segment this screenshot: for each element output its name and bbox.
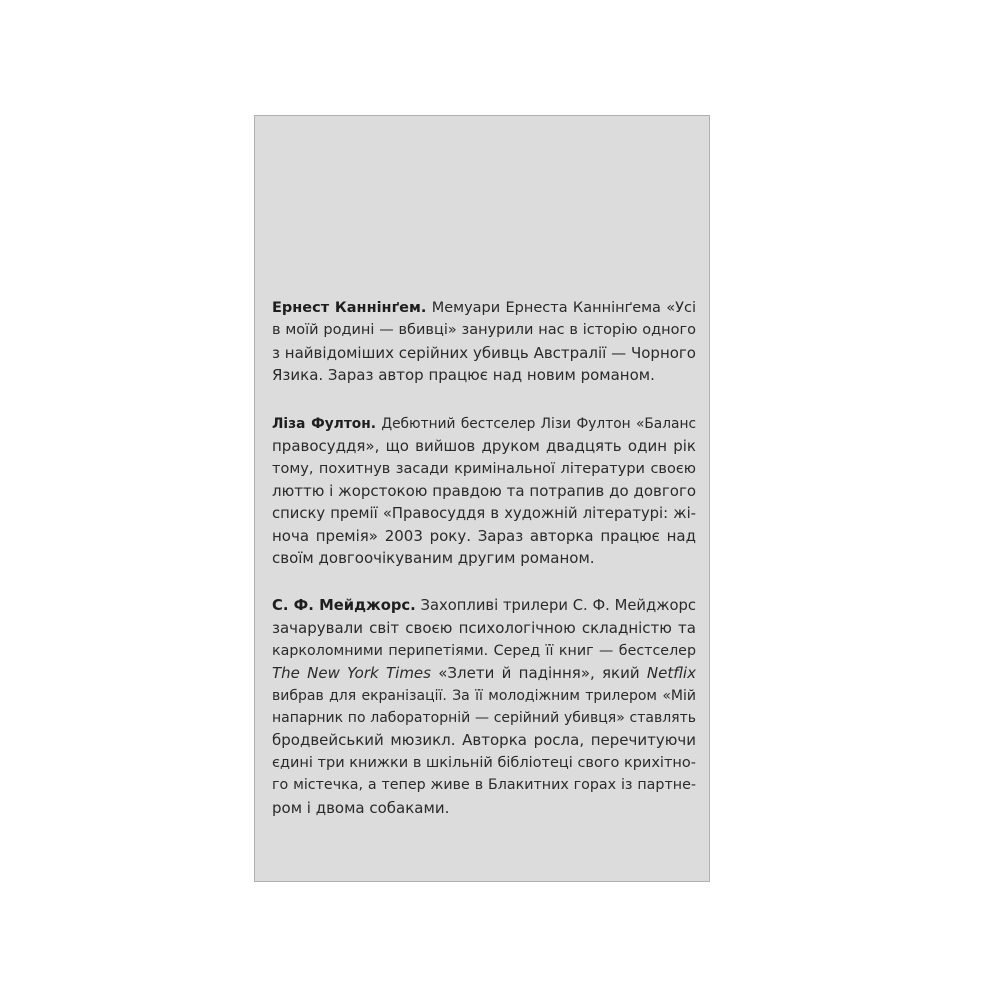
bio-line: вибрав для екранізації. За її молодіжним трилером «Мій <box>272 687 696 704</box>
bio-line: напарник по лабораторній — серійний убивця» ставлять <box>272 710 696 727</box>
company-name: Netflix <box>646 664 696 683</box>
author-bio-sf-majors <box>272 595 696 819</box>
author-name: Ернест Каннінґем. <box>272 300 427 316</box>
newspaper-title: The New York Times <box>272 664 431 683</box>
author-bio-liza-fulton <box>272 413 696 570</box>
author-name: Ліза Фултон. <box>272 416 376 432</box>
bio-line: бродвейський мюзикл. Авторка росла, перечитуючи <box>272 731 696 750</box>
author-name: С. Ф. Мейджорс. <box>272 597 416 614</box>
bio-line: The New York Times «Злети й падіння», який Netflix <box>272 664 696 683</box>
author-bio-ernest-cunningham <box>272 297 696 387</box>
bio-line: в моїй родині — вбивці» занурили нас в історію одного <box>272 322 696 339</box>
bio-line: Язика. Зараз автор працює над новим романом. <box>272 366 655 385</box>
bio-line: з найвідоміших серійних убивць Австралії — Чорного <box>272 343 696 362</box>
bio-line: Ернест Каннінґем. Мемуари Ернеста Каннінґема «Усі <box>272 300 696 316</box>
bio-line: ноча премія» 2003 року. Зараз авторка працює над <box>272 527 696 546</box>
bio-line: своїм довгоочікуваним другим романом. <box>272 549 595 568</box>
bio-line: карколомними перипетіями. Серед її книг — бестселер <box>272 642 696 659</box>
bio-line: правосуддя», що вийшов друком двадцять один рік <box>272 437 696 456</box>
bio-line: Ліза Фултон. Дебютний бестселер Лізи Фултон «Баланс <box>272 416 697 432</box>
bio-line: ром і двома собаками. <box>272 798 450 817</box>
bio-line: С. Ф. Мейджорс. Захопливі трилери С. Ф. Мейджорс <box>272 597 696 614</box>
bio-line: списку премії «Правосуддя в художній літературі: жі- <box>272 504 696 522</box>
bio-line: зачарували світ своєю психологічною складністю та <box>272 619 696 638</box>
book-page <box>254 115 710 882</box>
bio-line: єдині три книжки в шкільній бібліотеці свого крихітно- <box>272 754 696 771</box>
bio-line: тому, похитнув засади кримінальної літератури своєю <box>272 460 696 477</box>
bio-line: люттю і жорстокою правдою та потрапив до довгого <box>272 482 696 501</box>
bio-line: го містечка, а тепер живе в Блакитних горах із партне- <box>272 777 696 794</box>
